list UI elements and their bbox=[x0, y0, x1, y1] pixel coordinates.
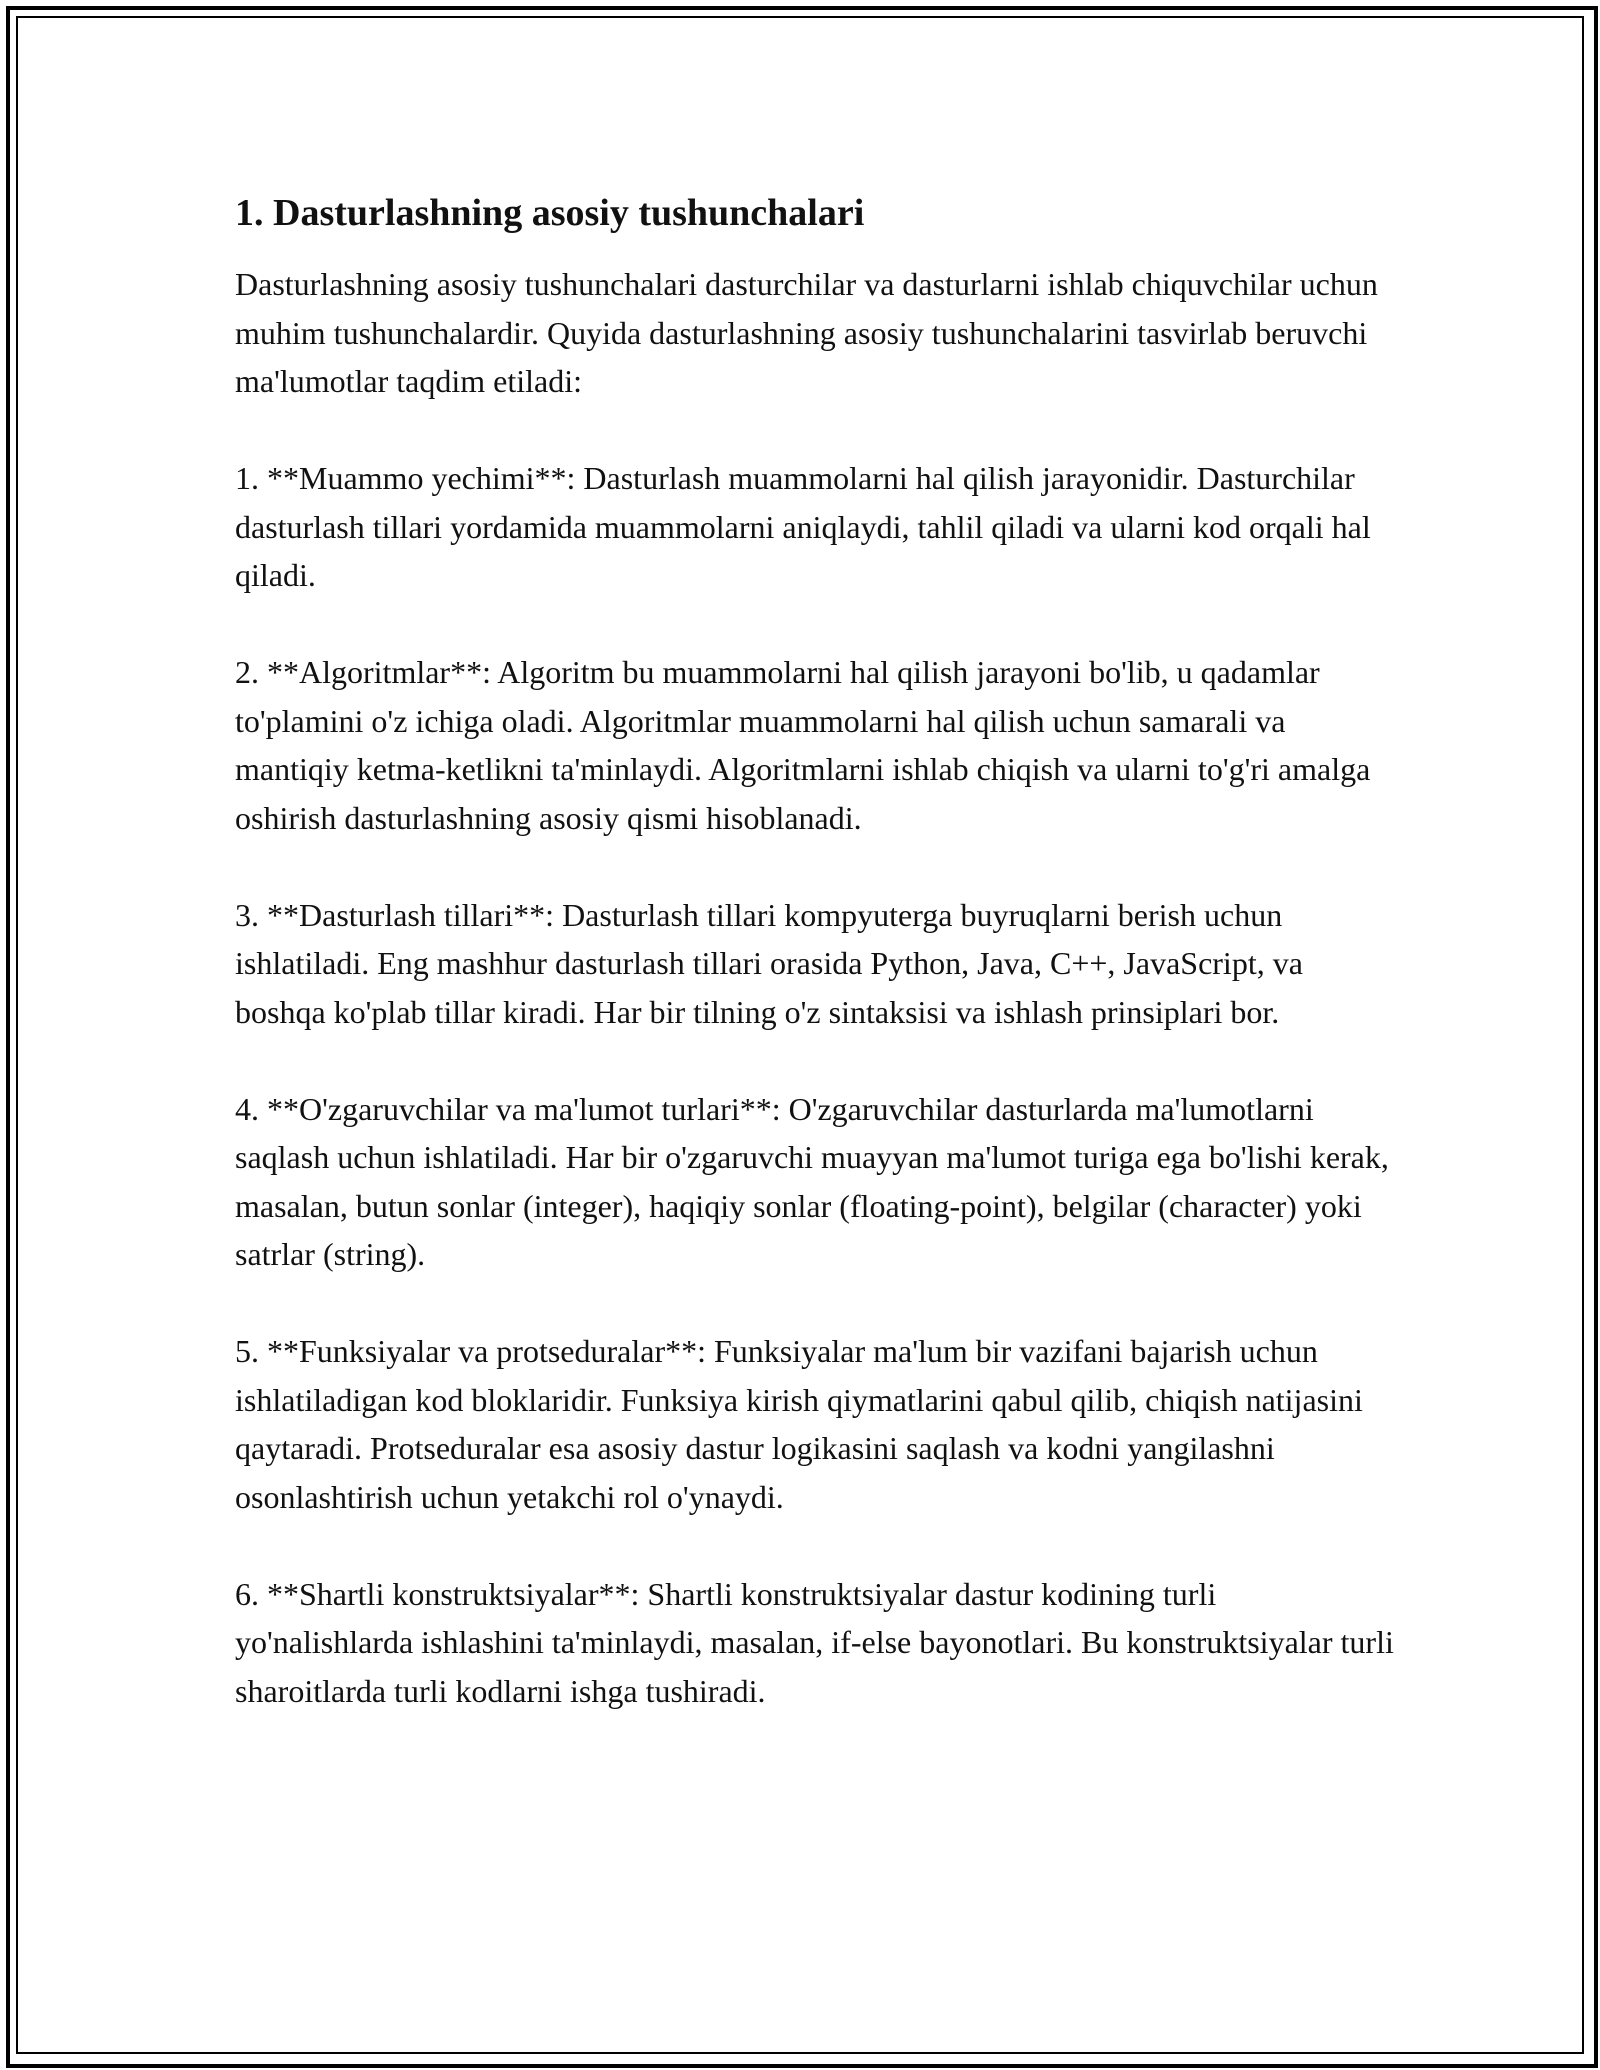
intro-paragraph: Dasturlashning asosiy tushunchalari dasturchilar va dasturlarni ishlab chiquvchilar uchun muhim tushunchalardir. Quyida dasturlashning asosiy tushunchalarini tasvirlab beruvchi ma'lumotlar taqdim etiladi: bbox=[235, 266, 1378, 399]
list-item: 5. **Funksiyalar va protseduralar**: Funksiyalar ma'lum bir vazifani bajarish uchun ishlatiladigan kod bloklaridir. Funksiya kirish qiymatlarini qabul qilib, chiqish natijasini qaytaradi. Protseduralar esa asosiy dastur logikasini saqlash va kodni yangilashni osonlashtirish uchun yetakchi rol o'ynaydi. bbox=[235, 1333, 1363, 1515]
list-item: 3. **Dasturlash tillari**: Dasturlash tillari kompyuterga buyruqlarni berish uchun ishlatiladi. Eng mashhur dasturlash tillari orasida Python, Java, C++, JavaScript, va boshqa ko'plab tillar kiradi. Har bir tilning o'z sintaksisi va ishlash prinsiplari bor. bbox=[235, 896, 1303, 1030]
section-heading: 1. Dasturlashning asosiy tushunchalari bbox=[235, 192, 865, 234]
list-item: 2. **Algoritmlar**: Algoritm bu muammolarni hal qilish jarayoni bo'lib, u qadamlar to'plamini o'z ichiga oladi. Algoritmlar muammolarni hal qilish uchun samarali va mantiqiy ketma-ketlikni ta'minlaydi. Algoritmlarni ishlab chiqish va ularni to'g'ri amalga oshirish dasturlashning asosiy qismi hisoblanadi. bbox=[235, 654, 1371, 836]
document-body bbox=[235, 188, 1395, 1764]
list-item: 4. **O'zgaruvchilar va ma'lumot turlari**: O'zgaruvchilar dasturlarda ma'lumotlarni saqlash uchun ishlatiladi. Har bir o'zgaruvchi muayyan ma'lumot turiga ega bo'lishi kerak, masalan, butun sonlar (integer), haqiqiy sonlar (floating-point), belgilar (character) yoki satrlar (string). bbox=[235, 1090, 1389, 1272]
list-item: 6. **Shartli konstruktsiyalar**: Shartli konstruktsiyalar dastur kodining turli yo'nalishlarda ishlashini ta'minlaydi, masalan, if-else bayonotlari. Bu konstruktsiyalar turli sharoitlarda turli kodlarni ishga tushiradi. bbox=[235, 1575, 1394, 1709]
list-item: 1. **Muammo yechimi**: Dasturlash muammolarni hal qilish jarayonidir. Dasturchilar dasturlash tillari yordamida muammolarni aniqlaydi, tahlil qiladi va ularni kod orqali hal qiladi. bbox=[235, 460, 1371, 593]
